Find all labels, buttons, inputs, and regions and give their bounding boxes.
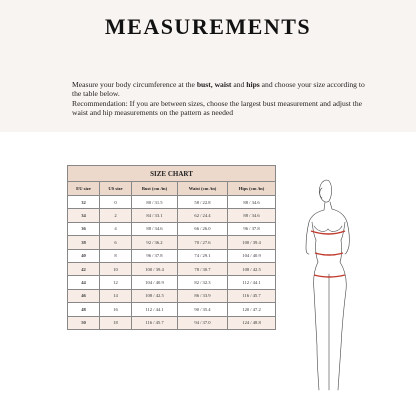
table-cell: 88 / 34.6 [228,196,276,209]
table-cell: 80 / 31.5 [132,196,178,209]
table-cell: 18 [100,316,132,329]
table-cell: 104 / 40.9 [132,276,178,289]
bust-keyword: bust, [196,80,213,89]
hips-keyword: hips [246,80,260,89]
column-header: Bust (cm /in) [132,182,178,196]
table-cell: 2 [100,209,132,222]
table-row [68,316,276,329]
table-cell: 116 / 45.7 [228,289,276,302]
column-header: US size [100,182,132,196]
table-cell: 108 / 42.5 [228,262,276,275]
table-cell: 66 / 26.0 [178,222,228,235]
table-cell: 116 / 45.7 [132,316,178,329]
table-cell: 44 [68,276,100,289]
waist-measure-line [315,253,343,255]
table-cell: 92 / 36.2 [132,236,178,249]
page-title: MEASUREMENTS [104,14,312,39]
table-cell: 32 [68,196,100,209]
intro-paragraph [72,80,372,99]
table-cell: 50 [68,316,100,329]
table-cell: 88 / 34.6 [132,222,178,235]
bust-measure-line [311,231,345,234]
table-cell: 0 [100,196,132,209]
table-cell: 82 / 32.3 [178,276,228,289]
table-cell: 62 / 24.4 [178,209,228,222]
table-cell: 112 / 44.1 [228,276,276,289]
table-cell: 104 / 40.9 [228,249,276,262]
body-outline [306,180,349,390]
table-cell: 124 / 48.8 [228,316,276,329]
table-cell: 48 [68,303,100,316]
table-cell: 120 / 47.2 [228,303,276,316]
table-cell: 70 / 27.6 [178,236,228,249]
table-cell: 10 [100,262,132,275]
table-row [68,196,276,209]
table-row [68,289,276,302]
size-chart [67,165,275,330]
table-cell: 90 / 35.4 [178,303,228,316]
waist-keyword: waist [214,80,232,89]
table-cell: 16 [100,303,132,316]
table-row [68,209,276,222]
table-cell: 100 / 39.4 [132,262,178,275]
table-cell: 6 [100,236,132,249]
table-cell: 74 / 29.1 [178,249,228,262]
table-cell: 96 / 37.8 [132,249,178,262]
table-cell: 42 [68,262,100,275]
table-cell: 108 / 42.5 [132,289,178,302]
table-cell: 86 / 33.9 [178,289,228,302]
table-cell: 14 [100,289,132,302]
recommendation-text: Recommendation: If you are between sizes, choose the largest bust measurement and adjust the waist and hip measurements on the pattern as needed [72,98,363,118]
hip-measure-line [314,275,345,277]
table-cell: 88 / 34.6 [228,209,276,222]
column-header: Hips (cm /in) [228,182,276,196]
header-row [68,182,276,196]
table-cell: 112 / 44.1 [132,303,178,316]
table-cell: 34 [68,209,100,222]
and-word: and [233,80,245,89]
table-cell: 58 / 22.8 [178,196,228,209]
table-cell: 94 / 37.0 [178,316,228,329]
table-cell: 96 / 37.8 [228,222,276,235]
body-figure-illustration [292,176,372,396]
table-cell: 38 [68,236,100,249]
column-header: Waist (cm /in) [178,182,228,196]
table-cell: 46 [68,289,100,302]
table-row [68,249,276,262]
table-cell: 36 [68,222,100,235]
table-cell: 84 / 33.1 [132,209,178,222]
table-row [68,222,276,235]
intro-text-part: Measure your body circumference at the [72,80,197,89]
table-row [68,262,276,275]
table-cell: 8 [100,249,132,262]
size-chart-table [67,165,276,330]
measurement-lines [311,231,345,277]
intro-text-part: and choose your size according to the table below. [72,80,365,99]
table-cell: 78 / 30.7 [178,262,228,275]
table-cell: 12 [100,276,132,289]
table-row [68,236,276,249]
table-row [68,276,276,289]
table-row [68,303,276,316]
table-cell: 100 / 39.4 [228,236,276,249]
size-chart-caption: SIZE CHART [68,166,276,182]
column-header: EU size [68,182,100,196]
intro-text [72,80,372,118]
table-cell: 40 [68,249,100,262]
table-cell: 4 [100,222,132,235]
